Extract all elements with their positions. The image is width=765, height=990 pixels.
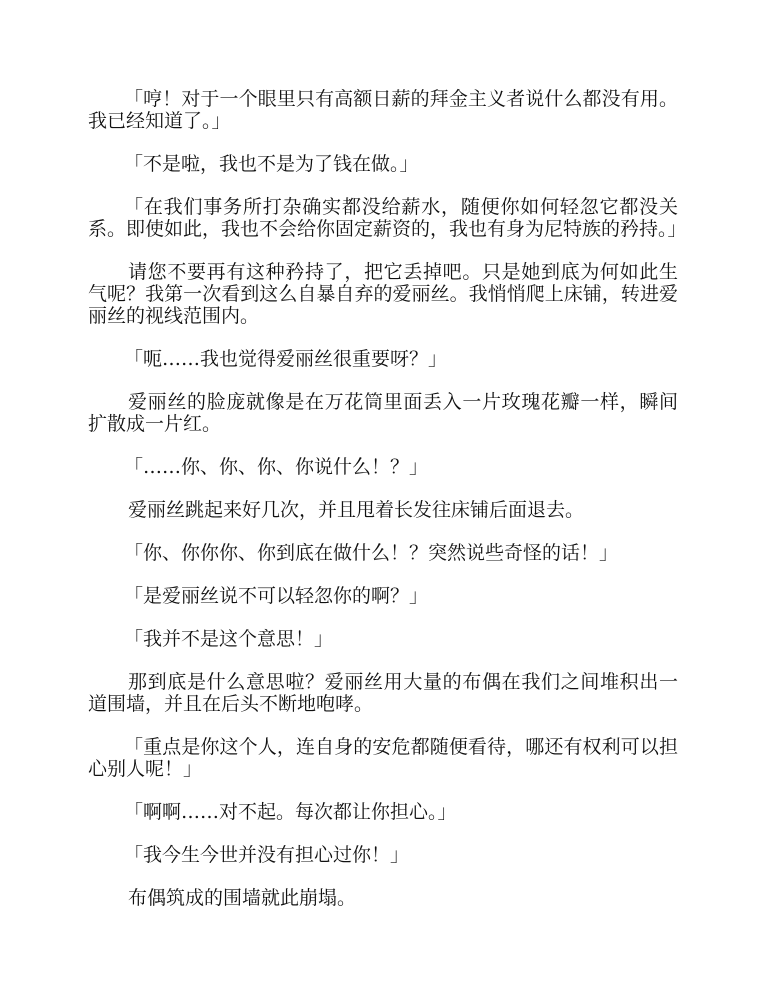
paragraph: 「是爱丽丝说不可以轻忽你的啊？」 [124,585,429,607]
paragraph: 「我并不是这个意思！」 [124,628,334,650]
paragraph: 请您不要再有这种矜持了，把它丢掉吧。只是她到底为何如此生气呢？我第一次看到这么自暴自弃的爱丽丝。我悄悄爬上床铺，转进爱丽丝的视线范围内。 [88,261,678,327]
paragraph: 「你、你你你、你到底在做什么！？突然说些奇怪的话！」 [124,542,619,564]
paragraph: 「在我们事务所打杂确实都没给薪水，随便你如何轻忽它都没关系。即使如此，我也不会给你固定薪资的，我也有身为尼特族的矜持。」 [88,196,687,240]
paragraph: 布偶筑成的围墙就此崩塌。 [128,887,357,909]
paragraph: 爱丽丝跳起来好几次，并且甩着长发往床铺后面退去。 [128,499,585,521]
document-page [88,88,687,930]
paragraph: 「呃……我也觉得爱丽丝很重要呀？」 [124,348,448,370]
paragraph: 「不是啦，我也不是为了钱在做。」 [124,153,419,175]
paragraph: 「啊啊……对不起。每次都让你担心。」 [124,801,457,823]
paragraph: 爱丽丝的脸庞就像是在万花筒里面丢入一片玫瑰花瓣一样，瞬间扩散成一片红。 [88,391,678,435]
paragraph: 「……你、你、你、你说什么！？」 [124,456,429,478]
paragraph: 「哼！对于一个眼里只有高额日薪的拜金主义者说什么都没有用。我已经知道了。」 [88,88,678,132]
paragraph: 「我今生今世并没有担心过你！」 [124,844,410,866]
paragraph: 「重点是你这个人，连自身的安危都随便看待，哪还有权利可以担心别人呢！」 [88,736,678,780]
paragraph: 那到底是什么意思啦？爱丽丝用大量的布偶在我们之间堆积出一道围墙，并且在后头不断地咆哮。 [88,671,678,715]
